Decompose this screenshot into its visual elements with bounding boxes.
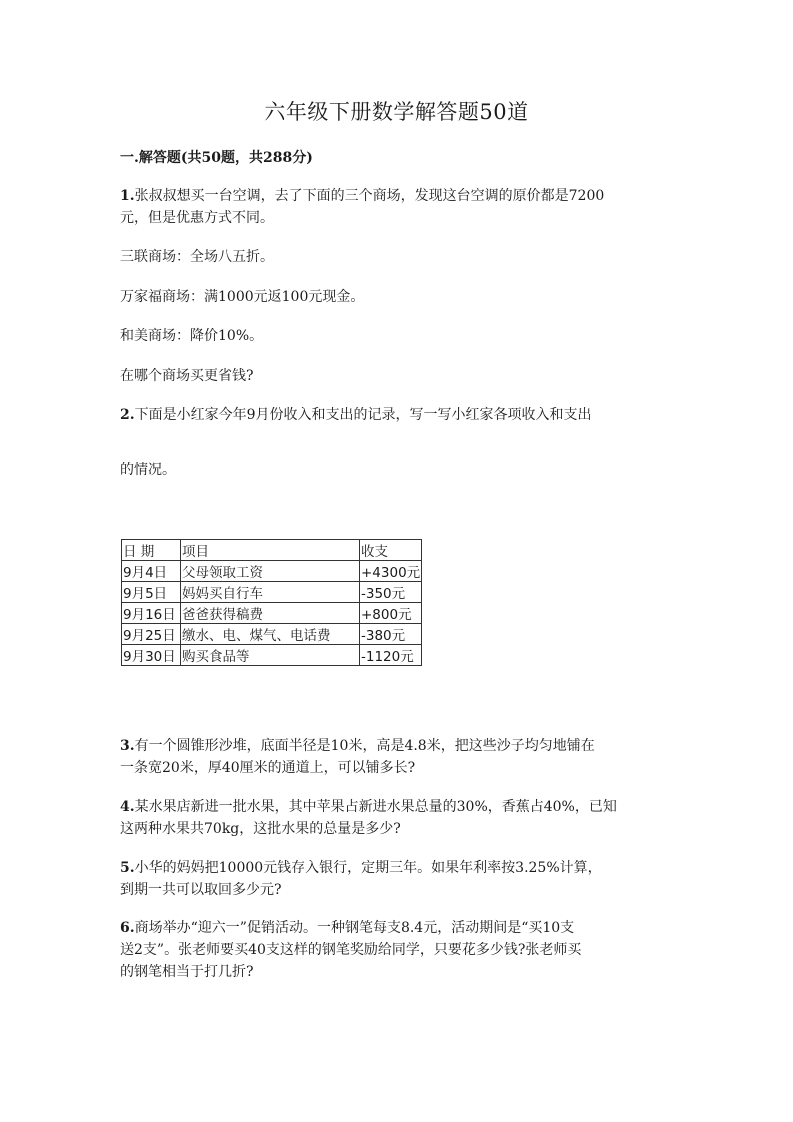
table-cell: -1120元 — [360, 645, 422, 666]
question-text: 有一个圆锥形沙堆，底面半径是10米，高是4.8米，把这些沙子均匀地铺在 — [134, 738, 595, 754]
table-cell: +800元 — [360, 603, 422, 624]
table-header-row — [122, 540, 422, 561]
question-text: 的钢笔相当于打几折? — [120, 964, 254, 980]
question-number: 4. — [120, 799, 135, 815]
table-cell: 9月25日 — [122, 624, 181, 645]
table-cell: 妈妈买自行车 — [181, 582, 360, 603]
table-row — [122, 603, 422, 624]
question-text: 下面是小红家今年9月份收入和支出的记录，写一写小红家各项收入和支出 — [134, 407, 592, 423]
table-cell: -380元 — [360, 624, 422, 645]
question-text: 到期一共可以取回多少元? — [120, 882, 282, 898]
table-cell: 购买食品等 — [181, 645, 360, 666]
question-text: 一条宽20米，厚40厘米的通道上，可以铺多长? — [120, 760, 416, 776]
question-number: 5. — [120, 860, 135, 876]
question-1 — [120, 185, 680, 229]
table-cell: 父母领取工资 — [181, 561, 360, 582]
table-cell: 9月4日 — [122, 561, 181, 582]
question-number: 3. — [120, 738, 135, 754]
question-text: 这两种水果共70kg，这批水果的总量是多少? — [120, 821, 401, 837]
table-cell: 9月5日 — [122, 582, 181, 603]
table-row — [122, 645, 422, 666]
table-cell: 爸爸获得稿费 — [181, 603, 360, 624]
question-1-option: 万家福商场：满1000元返100元现金。 — [120, 289, 365, 305]
table-cell: +4300元 — [360, 561, 422, 582]
table-row — [122, 624, 422, 645]
question-number: 1. — [120, 188, 135, 204]
income-expense-table — [121, 539, 422, 666]
question-2-continuation: 的情况。 — [120, 462, 176, 478]
table-cell: 9月16日 — [122, 603, 181, 624]
question-1-option: 和美商场：降价10%。 — [120, 328, 264, 344]
question-text: 某水果店新进一批水果，其中苹果占新进水果总量的30%，香蕉占40%，已知 — [134, 799, 617, 815]
table-header: 收支 — [360, 540, 422, 561]
document-title: 六年级下册数学解答题50道 — [264, 100, 529, 124]
question-text: 商场举办“迎六一”促销活动。一种钢笔每支8.4元，活动期间是“买10支 — [134, 920, 575, 936]
question-text: 元，但是优惠方式不同。 — [120, 210, 274, 226]
question-text: 张叔叔想买一台空调，去了下面的三个商场，发现这台空调的原价都是7200 — [134, 188, 605, 204]
question-text: 送2支”。张老师要买40支这样的钢笔奖励给同学，只要花多少钱?张老师买 — [120, 942, 582, 958]
question-1-option: 三联商场：全场八五折。 — [120, 249, 274, 265]
question-text: 小华的妈妈把10000元钱存入银行，定期三年。如果年利率按3.25%计算， — [134, 860, 602, 876]
table-header: 日 期 — [122, 540, 181, 561]
question-6 — [120, 917, 680, 983]
table-row — [122, 582, 422, 603]
question-3 — [120, 735, 680, 779]
table-cell: 缴水、电、煤气、电话费 — [181, 624, 360, 645]
question-4 — [120, 796, 680, 840]
question-5 — [120, 857, 680, 901]
table-header: 项目 — [181, 540, 360, 561]
question-number: 6. — [120, 920, 135, 936]
table-row — [122, 561, 422, 582]
table-cell: -350元 — [360, 582, 422, 603]
section-heading: 一.解答题(共50题，共288分) — [120, 150, 313, 166]
question-2 — [120, 404, 680, 426]
question-1-prompt: 在哪个商场买更省钱? — [120, 368, 254, 384]
table-cell: 9月30日 — [122, 645, 181, 666]
question-number: 2. — [120, 407, 135, 423]
